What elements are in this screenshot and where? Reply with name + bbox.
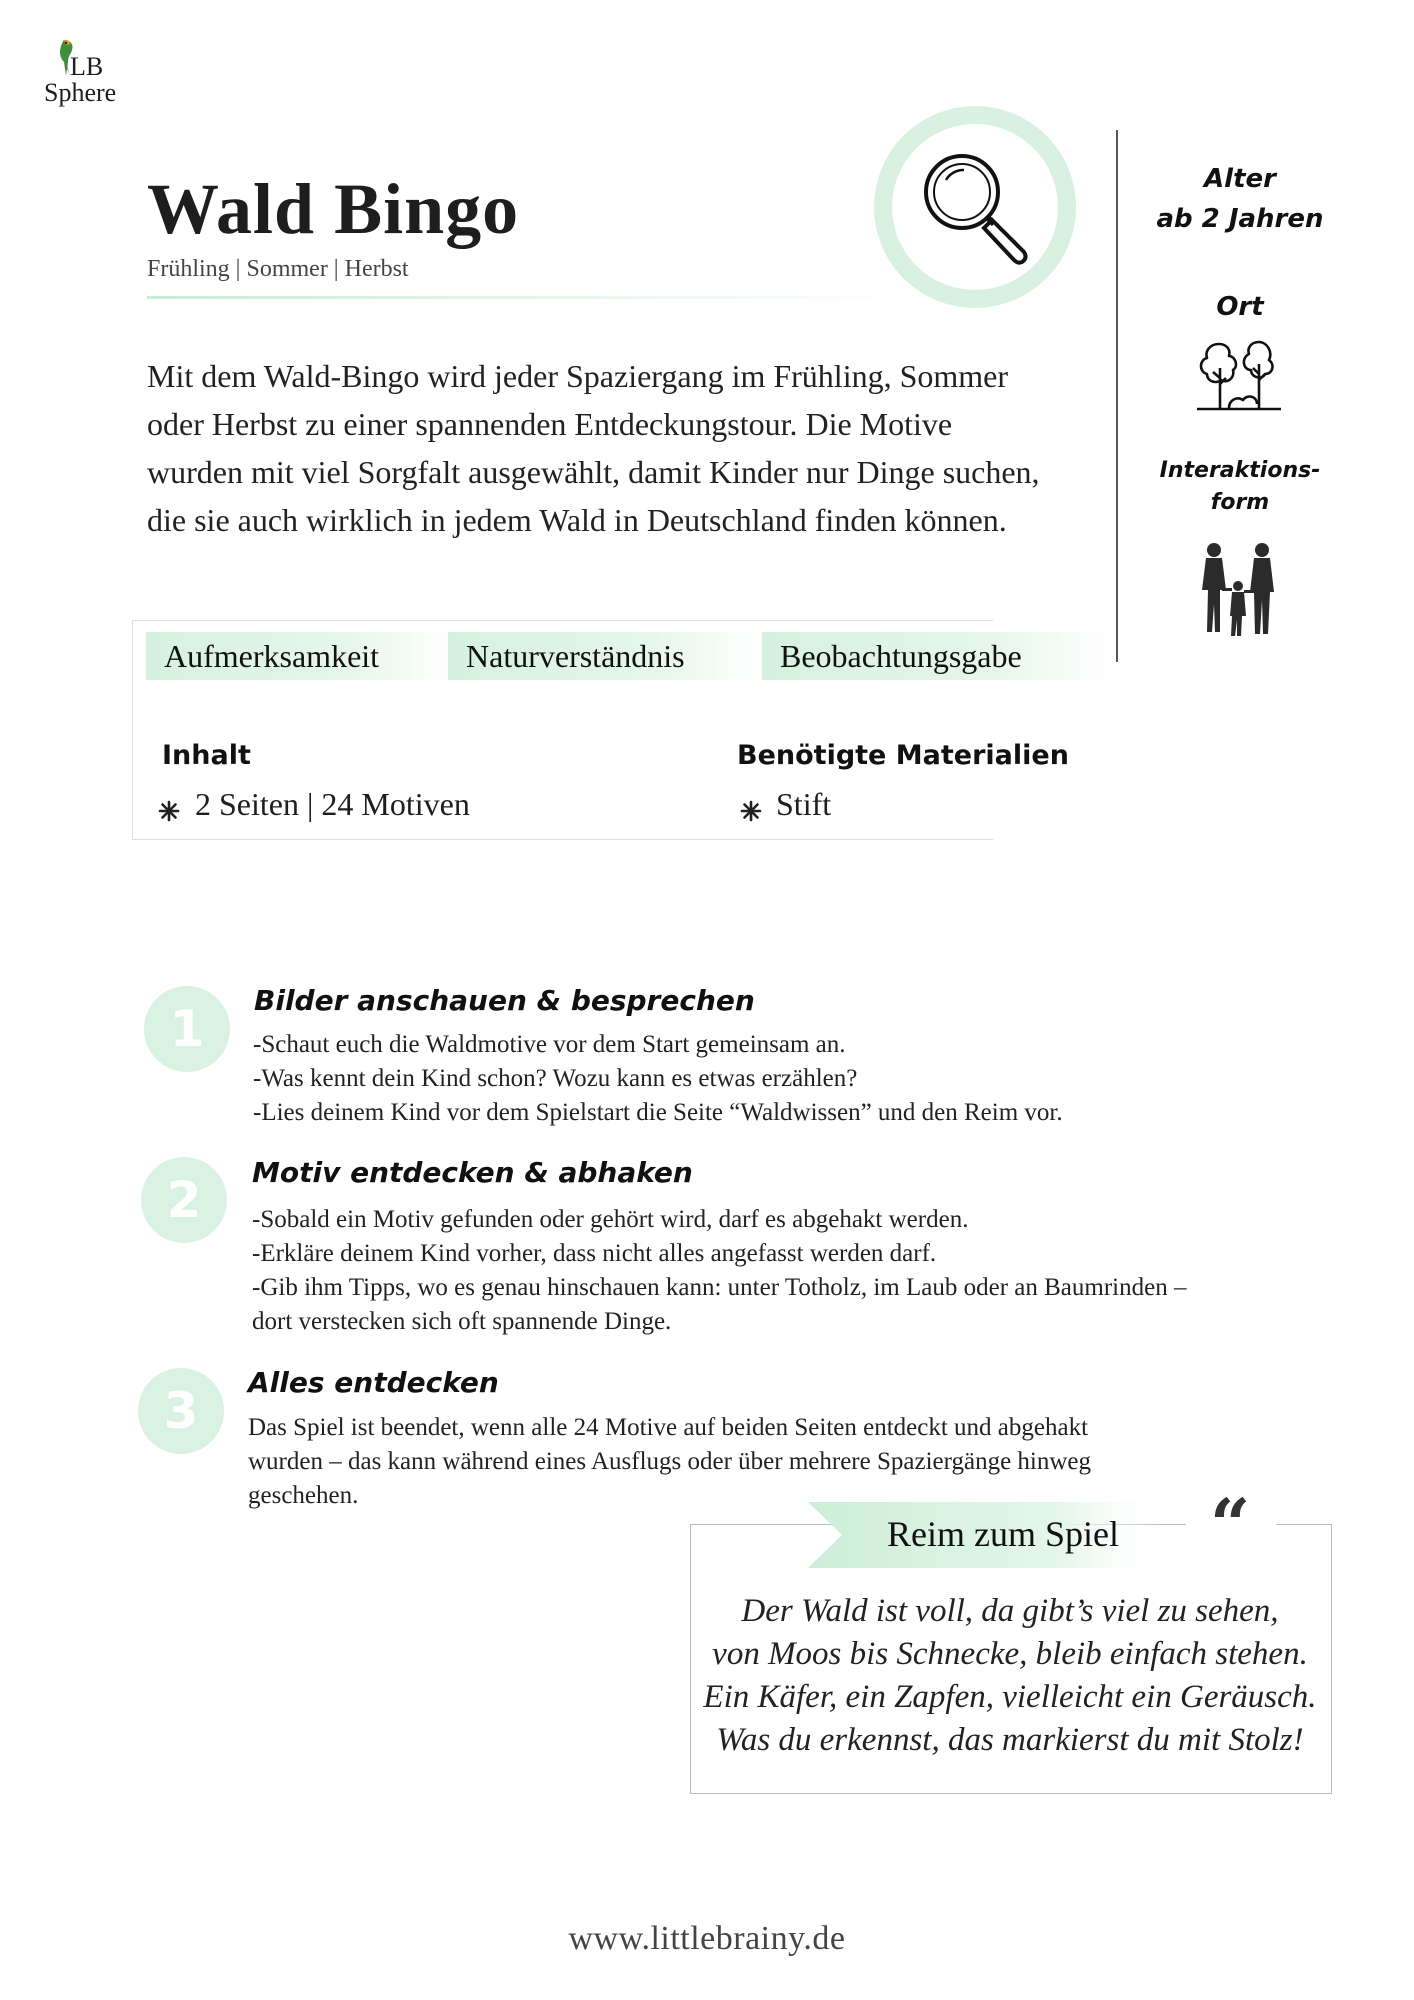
bullet-star-icon bbox=[740, 800, 762, 822]
magnifier-icon bbox=[872, 104, 1078, 310]
rhyme-title: Reim zum Spiel bbox=[887, 1514, 1119, 1554]
step-number-1: 1 bbox=[144, 986, 230, 1072]
skill-tag: Aufmerksamkeit bbox=[146, 632, 454, 680]
rhyme-line: Was du erkennst, das markierst du mit Stolz! bbox=[716, 1722, 1304, 1758]
materials-heading: Benötigte Materialien bbox=[737, 740, 1069, 771]
step-2-line: -Sobald ein Motiv gefunden oder gehört wird, darf es abgehakt werden. bbox=[252, 1206, 969, 1233]
content-heading: Inhalt bbox=[162, 740, 251, 771]
intro-text: Mit dem Wald-Bingo wird jeder Spaziergang im Frühling, Sommer oder Herbst zu einer spannenden Entdeckungstour. Die Motive wurden mit viel Sorgfalt ausgewählt, damit Kinder nur Dinge suchen, die sie auch wirklich in jedem Wald in Deutschland finden können. bbox=[147, 358, 1040, 538]
family-icon bbox=[1190, 540, 1286, 640]
age-value: ab 2 Jahren bbox=[1156, 204, 1324, 234]
interaction-label-2: form bbox=[1210, 490, 1270, 515]
step-2-title: Motiv entdecken & abhaken bbox=[252, 1156, 693, 1189]
rhyme-line: Ein Käfer, ein Zapfen, vielleicht ein Geräusch. bbox=[703, 1679, 1317, 1715]
step-2-line: -Gib ihm Tipps, wo es genau hinschauen kann: unter Totholz, im Laub oder an Baumrinden – dort verstecken sich oft spannende Dinge. bbox=[252, 1274, 1187, 1335]
page-title: Wald Bingo bbox=[147, 169, 520, 249]
age-label: Alter bbox=[1204, 164, 1276, 194]
place-label: Ort bbox=[1216, 292, 1264, 322]
seasons-subtitle: Frühling | Sommer | Herbst bbox=[147, 256, 409, 282]
step-1-line: -Was kennt dein Kind schon? Wozu kann es etwas erzählen? bbox=[253, 1065, 858, 1092]
footer-url[interactable]: www.littlebrainy.de bbox=[568, 1920, 846, 1957]
rhyme-line: von Moos bis Schnecke, bleib einfach stehen. bbox=[712, 1636, 1308, 1672]
skill-tag: Beobachtungsgabe bbox=[762, 632, 1110, 680]
rhyme-line: Der Wald ist voll, da gibt’s viel zu sehen, bbox=[741, 1593, 1279, 1629]
step-1-line: -Schaut euch die Waldmotive vor dem Start gemeinsam an. bbox=[253, 1031, 846, 1058]
rhyme-text bbox=[700, 1590, 1320, 1762]
skill-tag: Naturverständnis bbox=[448, 632, 761, 680]
step-1-text bbox=[253, 1028, 1233, 1130]
step-number-3: 3 bbox=[138, 1368, 224, 1454]
step-1-line: -Lies deinem Kind vor dem Spielstart die Seite “Waldwissen” und den Reim vor. bbox=[253, 1099, 1063, 1126]
step-2-text bbox=[252, 1203, 1192, 1339]
quote-mark-icon: “ bbox=[1210, 1483, 1251, 1566]
step-3-text: Das Spiel ist beendet, wenn alle 24 Motive auf beiden Seiten entdeckt und abgehakt wurden – das kann während eines Ausflugs oder über mehrere Spaziergänge hinweg geschehen. bbox=[248, 1414, 1092, 1509]
title-underline bbox=[147, 296, 907, 299]
bullet-star-icon bbox=[158, 800, 180, 822]
materials-item: Stift bbox=[776, 786, 832, 822]
logo-text-line2: Sphere bbox=[44, 78, 117, 107]
step-2-line: -Erkläre deinem Kind vorher, dass nicht alles angefasst werden darf. bbox=[252, 1240, 937, 1267]
trees-icon bbox=[1193, 338, 1285, 416]
content-item: 2 Seiten | 24 Motiven bbox=[195, 786, 470, 822]
interaction-label: Interaktions- bbox=[1159, 458, 1321, 483]
step-3-title: Alles entdecken bbox=[248, 1366, 499, 1399]
sidebar-divider bbox=[1116, 130, 1118, 662]
step-1-title: Bilder anschauen & besprechen bbox=[254, 984, 755, 1017]
step-number-2: 2 bbox=[141, 1157, 227, 1243]
brand-logo bbox=[40, 38, 130, 118]
logo-text-line1: LB bbox=[70, 52, 104, 81]
